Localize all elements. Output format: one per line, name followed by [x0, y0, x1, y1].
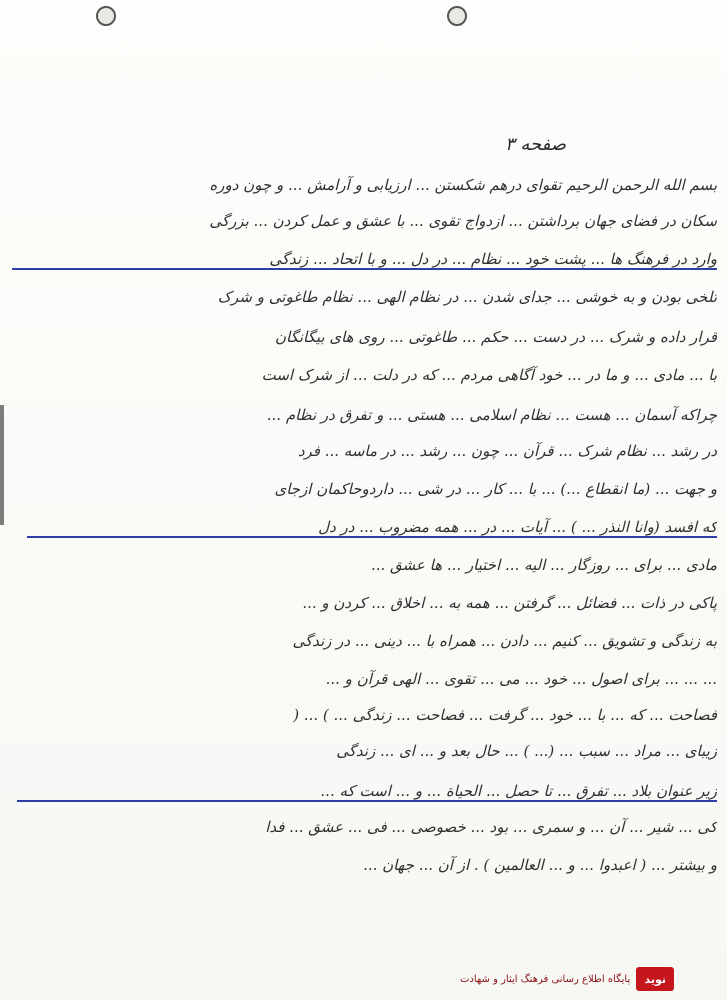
body-line: سکان در فضای جهان برداشتن ... ازدواج تقوی ... با عشق و عمل کردن ... بزرگی: [209, 212, 717, 230]
body-line: چراکه آسمان ... هست ... نظام اسلامی ... هستی ... و تفرق در نظام ...: [266, 406, 717, 424]
body-line: در رشد ... نظام شرک ... قرآن ... چون ... رشد ... در ماسه ... فرد: [297, 442, 717, 460]
body-line: مادی ... برای ... روزگار ... الیه ... اختیار ... ها عشق ...: [370, 556, 717, 574]
body-line: قرار داده و شرک ... در دست ... حکم ... طاغوتی ... روی های بیگانگان: [275, 328, 717, 346]
body-line: پاکی در ذات ... فضائل ... گرفتن ... همه به ... اخلاق ... کردن و ...: [302, 594, 717, 612]
body-line: تلخی بودن و به خوشی ... جدای شدن ... در نظام الهی ... نظام طاغوتی و شرک: [217, 288, 717, 306]
body-line: فصاحت ... که ... با ... خود ... گرفت ... فصاحت ... زندگی ... ) ... (: [293, 706, 717, 724]
body-line: زیر عنوان بلاد ... تفرق ... تا حصل ... الحیاة ... و ... است که ...: [17, 782, 717, 802]
footer-watermark: [460, 958, 727, 1000]
body-line: و جهت ... (ما انقطاع ...) ... با ... کار ... در شی ... داردوحاکمان ازجای: [274, 480, 717, 498]
site-name: پایگاه اطلاع رسانی فرهنگ ایثار و شهادت: [460, 973, 631, 985]
body-line: ... ... ... برای اصول ... خود ... می ... تقوی ... الهی قرآن و ...: [325, 670, 717, 688]
page-number-label: صفحه ۳: [505, 134, 567, 155]
body-line: بسم الله الرحمن الرحیم تقوای درهم شکستن ... ارزیابی و آرامش ... و چون دوره: [209, 176, 717, 194]
body-line: با ... مادی ... و ما در ... خود آگاهی مردم ... که در دلت ... از شرک است: [261, 366, 717, 384]
site-logo: نوید: [636, 967, 674, 991]
body-line: وارد در فرهنگ ها ... پشت خود ... نظام ... در دل ... و با اتحاد ... زندگی: [12, 250, 717, 270]
body-line: که افسد (وانا النذر ... ) ... آیات ... در ... همه مضروب ... در دل: [27, 518, 717, 538]
body-line: و بیشتر ... ( اعبدوا ... و ... العالمین ) . از آن ... جهان ...: [363, 856, 717, 874]
body-line: زیبای ... مراد ... سبب ... (... ) ... حال بعد و ... ای ... زندگی: [336, 742, 717, 760]
body-line: کی ... شیر ... آن ... و سمری ... بود ... خصوصی ... فی ... عشق ... فدا: [265, 818, 717, 836]
body-line: به زندگی و تشویق ... کنیم ... دادن ... همراه با ... دینی ... در زندگی: [292, 632, 717, 650]
